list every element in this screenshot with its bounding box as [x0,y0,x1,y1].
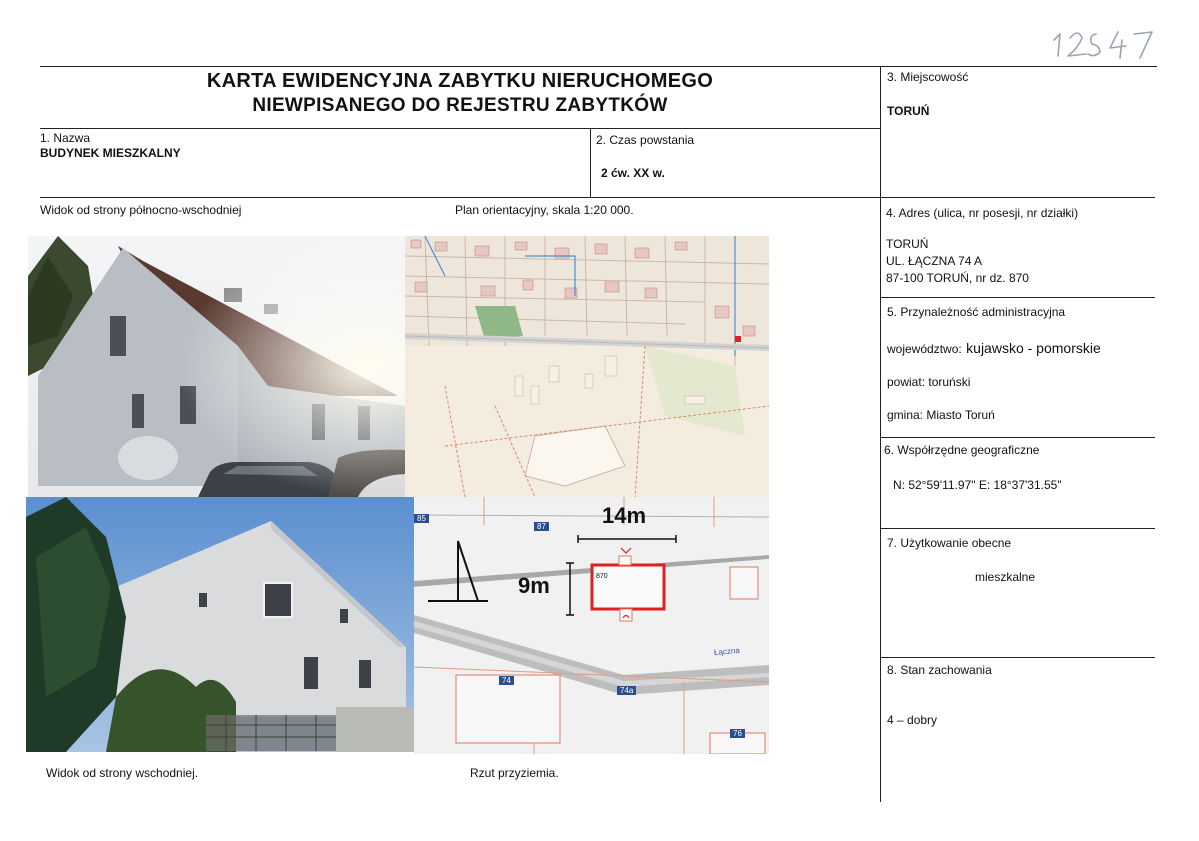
caption-rzut: Rzut przyziemia. [470,766,559,780]
field-stan-label: 8. Stan zachowania [887,663,992,677]
field-adres-line2: UL. ŁĄCZNA 74 A [886,254,983,268]
field-uzytkowanie-label: 7. Użytkowanie obecne [887,536,1012,550]
field-wspolrzedne-label: 6. Współrzędne geograficzne [884,443,1040,457]
dimension-width-label: 14m [602,503,647,528]
document-title-line2: NIEWPISANEGO DO REJESTRU ZABYTKÓW [252,95,668,116]
badge-74: 74 [499,676,514,685]
field-nazwa-label: 1. Nazwa [40,131,91,145]
field-stan-value: 4 – dobry [887,713,938,727]
caption-view-e: Widok od strony wschodniej. [46,766,199,780]
badge-85: 85 [414,514,429,523]
document-title-line1: KARTA EWIDENCYJNA ZABYTKU NIERUCHOMEGO [206,70,714,92]
field-uzytkowanie-value: mieszkalne [975,570,1036,584]
dimension-height-label: 9m [518,573,550,598]
badge-74a: 74a [617,686,636,695]
caption-plan: Plan orientacyjny, skala 1:20 000. [455,203,634,217]
field-powiat: powiat: toruński [887,375,971,389]
parcel-number: 870 [596,573,608,580]
orientation-map [405,236,769,497]
ground-plan-map [414,497,769,754]
field-nazwa-value: BUDYNEK MIESZKALNY [40,146,181,160]
wojewodztwo-label: województwo: [887,342,962,356]
field-adres-label: 4. Adres (ulica, nr posesji, nr działki) [886,206,1079,220]
field-adres-line1: TORUŃ [886,237,929,251]
badge-76: 76 [730,729,745,738]
wojewodztwo-value: kujawsko - pomorskie [966,340,1101,356]
field-miejscowosc-value: TORUŃ [887,104,930,118]
field-czas-value: 2 ćw. XX w. [601,166,665,180]
caption-view-ne: Widok od strony północno-wschodniej [40,203,242,217]
field-adres-line3: 87-100 TORUŃ, nr dz. 870 [886,271,1029,285]
field-wojewodztwo [887,340,1101,358]
field-wspolrzedne-value: N: 52°59'11.97" E: 18°37'31.55" [893,478,1062,492]
field-gmina: gmina: Miasto Toruń [887,408,995,422]
field-czas-label: 2. Czas powstania [596,133,695,147]
photo-north-east-view [28,236,405,497]
photo-east-view [26,497,414,752]
handwritten-number [1048,26,1164,60]
field-miejscowosc-label: 3. Miejscowość [887,70,969,84]
badge-87: 87 [534,522,549,531]
field-przynaleznosc-label: 5. Przynależność administracyjna [887,305,1066,319]
street-name: Łączna [713,645,741,658]
